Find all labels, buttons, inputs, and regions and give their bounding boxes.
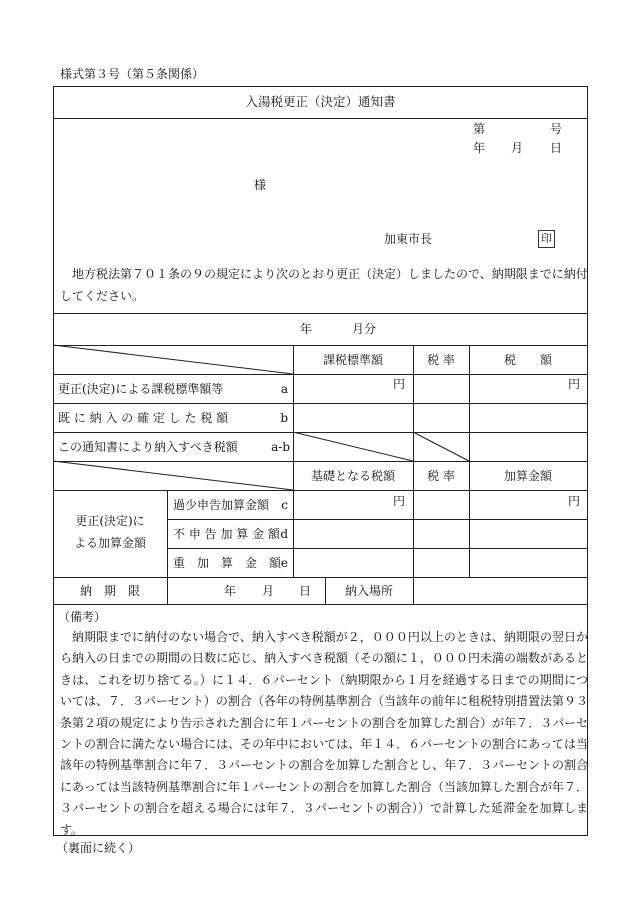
penalty-bottom-line <box>53 577 588 578</box>
penalty-group-label-2: よる加算金額 <box>73 536 146 550</box>
tax-row-b-label: 既 に 納 入 の 確 定 し た 税 額 <box>58 411 229 425</box>
penalty-group-line <box>167 490 168 577</box>
issue-year: 年 <box>473 141 486 155</box>
form-number: 様式第３号（第５条関係） <box>60 67 205 81</box>
penalty-row-d-label: 不 申 告 加 算 金 額 <box>173 527 280 541</box>
continued-note: （裏面に続く） <box>56 841 141 855</box>
due-year: 年 <box>224 584 237 598</box>
tax-header-base: 課税標準額 <box>322 353 383 367</box>
penalty-row-e-label: 重 加 算 金 額 <box>173 556 282 570</box>
due-line-3 <box>413 577 414 604</box>
due-month: 月 <box>262 584 275 598</box>
document-title: 入湯税更正（決定）通知書 <box>245 94 396 109</box>
penalty-header-diagonal <box>53 461 294 491</box>
period-month: 月分 <box>352 322 377 336</box>
tax-row-a-base-unit: 円 <box>393 377 406 391</box>
number-prefix: 第 <box>473 122 486 136</box>
title-separator <box>53 118 588 119</box>
period-year: 年 <box>300 322 313 336</box>
due-day: 日 <box>299 584 312 598</box>
tax-row-a-line <box>53 403 588 404</box>
remarks-text: 納期限までに納付のない場合で、納入すべき税額が２，０００円以上のときは、納期限の翌日から納入の日までの期間の日数に応じ、納入すべき税額（その額に１，０００円未満の端数があるときは、これを切り捨てる。）に１４．６パーセント（納期限から１月を経過する日までの期間については、７．３パーセント）の割合（各年の特例基準割合（当該年の前年に租税特別措置法第９３条第２項の規定により告示された割合に年１パーセントの割合を加算した割合）が年７．３パーセントの割合に満たない場合には、その年中においては、年１４．６パーセントの割合にあっては当該年の特例基準割合に年７．３パーセントの割合を加算した割合とし、年７．３パーセントの割合にあっては当該特例基準割合に年１パーセントの割合を加算した割合（当該加算した割合が年７．３パーセントの割合を超える場合には年７．３パーセントの割合））で計算した延滞金を加算します。 <box>60 630 588 837</box>
issue-month: 月 <box>511 141 524 155</box>
penalty-row-d-line <box>167 548 588 549</box>
tax-header-rate: 税 率 <box>427 353 455 367</box>
due-line-1 <box>167 577 168 604</box>
seal-mark: 印 <box>538 230 555 248</box>
penalty-header-amount: 加算金額 <box>503 469 552 483</box>
tax-base-diagonal <box>293 432 414 462</box>
tax-row-ab-label: この通知書により納入すべき税額 <box>58 440 238 454</box>
tax-row-ab-code: a-b <box>271 440 290 454</box>
penalty-row-c-label: 過少申告加算金額 <box>173 498 270 512</box>
frame-top <box>53 86 588 87</box>
penalty-row-c-line <box>167 519 588 520</box>
number-suffix: 号 <box>550 122 563 136</box>
penalty-row-e-code: e <box>280 556 288 570</box>
penalty-row-c-code: c <box>281 498 288 512</box>
penalty-header-line <box>53 490 588 491</box>
due-place-label: 納入場所 <box>344 584 393 598</box>
issuer-name: 加東市長 <box>384 232 433 246</box>
tax-rate-diagonal <box>413 432 470 462</box>
penalty-row-c-base-unit: 円 <box>393 494 406 508</box>
remarks-title: （備考） <box>58 610 107 624</box>
tax-row-a-label: 更正(決定)による課税標準額等 <box>58 382 224 396</box>
penalty-group-label-1: 更正(決定)に <box>75 514 145 528</box>
tax-row-a-code: a <box>280 382 288 396</box>
penalty-row-c-amount-unit: 円 <box>568 494 581 508</box>
issue-day: 日 <box>550 141 563 155</box>
penalty-header-base: 基礎となる税額 <box>310 469 395 483</box>
addressee-suffix: 様 <box>254 178 267 192</box>
penalty-row-d-code: d <box>280 527 288 541</box>
tax-row-a-amount-unit: 円 <box>568 377 581 391</box>
due-bottom-line <box>53 604 588 605</box>
due-label: 納 期 限 <box>79 584 140 598</box>
tax-header-diagonal <box>53 345 294 375</box>
penalty-header-rate: 税 率 <box>427 469 455 483</box>
intro-separator <box>53 313 588 314</box>
tax-header-amount: 税 額 <box>503 353 552 367</box>
intro-text: 地方税法第７０１条の９の規定により次のとおり更正（決定）しましたので、納期限までに納付してください。 <box>60 267 588 303</box>
tax-row-b-code: b <box>280 411 288 425</box>
